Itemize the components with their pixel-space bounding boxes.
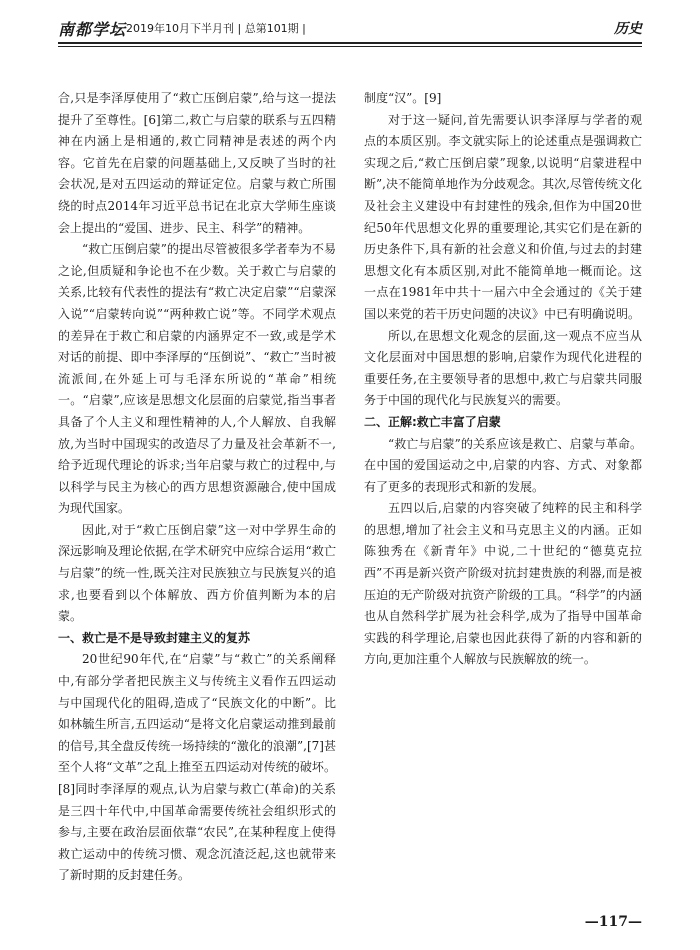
body-paragraph: 制度“汉”。[9] <box>364 91 442 105</box>
body-paragraph: 因此,对于“救亡压倒启蒙”这一对中学界生命的深远影响及理论依据,在学术研究中应综合运用“救亡与启蒙”的统一性,既关注对民族独立与民族复兴的追求,也要看到以个体解放、西方价值判断为本的启蒙。 <box>58 522 336 624</box>
section-heading: 二、正解:救亡丰富了启蒙 <box>364 414 501 429</box>
right-column <box>364 88 642 898</box>
journal-logo: 南都学坛 <box>58 20 127 39</box>
section-label: 历史 <box>614 21 642 37</box>
body-paragraph: 对于这一疑问,首先需要认识李泽厚与学者的观点的本质区别。李文就实际上的论述重点是强调救亡实现之后,“救亡压倒启蒙”现象,以说明“启蒙进程中断”,决不能简单地作为分歧观念。其次,尽管传统文化及社会主义建设中有封建性的残余,但作为中国20世纪50年代思想文化界的重要理论,其实它们是在新的历史条件下,具有新的社会意义和价值,与过去的封建思想文化有本质区别,对此不能简单地一概而论。这一点在1981年中共十一届六中全会通过的《关于建国以来党的若干历史问题的决议》中已有明确说明。 <box>364 112 642 321</box>
body-paragraph: 所以,在思想文化观念的层面,这一观点不应当从文化层面对中国思想的影响,启蒙作为现代化进程的重要任务,在主要领导者的思想中,救亡与启蒙共同服务于中国的现代化与民族复兴的需要。 <box>364 328 642 408</box>
body-paragraph: “救亡压倒启蒙”的提出尽管被很多学者奉为不易之论,但质疑和争论也不在少数。关于救亡与启蒙的关系,比较有代表性的提法有“救亡决定启蒙”“启蒙深入说”“启蒙转向说”“两种救亡说”等。不同学术观点的差异在于救亡和启蒙的内涵界定不一致,或是学术对话的前提、即中李泽厚的“压倒说”、“救亡”当时被流派间,在外延上可与毛泽东所说的“革命”相统一。“启蒙”,应该是思想文化层面的启蒙觉,指当事者具备了个人主义和理性精神的人,个人解放、自我解放,为当时中国现实的改造尽了力量及社会革新不一,给予近现代理论的诉求;当年启蒙与救亡的过程中,与以科学与民主为核心的西方思想资源融合,使中国成为现代国家。 <box>58 242 336 516</box>
running-header <box>58 16 642 40</box>
header-rule-thick <box>58 42 642 44</box>
header-rule-thin <box>58 46 642 47</box>
left-column <box>58 88 336 898</box>
body-paragraph: 20世纪90年代,在“启蒙”与“救亡”的关系阐释中,有部分学者把民族主义与传统主义看作五四运动与中国现代化的阻碍,造成了“民族文化的中断”。比如林毓生所言,五四运动“是将文化启蒙运动推到最前的信号,其全盘反传统一场持续的“激化的浪潮”,[7]甚至个人将“文革”之乱上推至五四运动对传统的破坏。[8]同时李泽厚的观点,认为启蒙与救亡(革命)的关系是三四十年代中,中国革命需要传统社会组织形式的参与,主要在政治层面依靠“农民”,在某种程度上使得救亡运动中的传统习惯、观念沉渣泛起,这也就带来了新时期的反封建任务。 <box>58 652 336 883</box>
body-paragraph: “救亡与启蒙”的关系应该是救亡、启蒙与革命。在中国的爱国运动之中,启蒙的内容、方式、对象都有了更多的表现形式和新的发展。 <box>364 436 642 494</box>
body-paragraph: 五四以后,启蒙的内容突破了纯粹的民主和科学的思想,增加了社会主义和马克思主义的内涵。正如陈独秀在《新青年》中说,二十世纪的“德莫克拉西”不再是新兴资产阶级对抗封建贵族的利器,而是被压迫的无产阶级对抗资产阶级的工具。“科学”的内涵也从自然科学扩展为社会科学,成为了指导中国革命实践的科学理论,启蒙也因此获得了新的内容和新的方向,更加注重个人解放与民族解放的统一。 <box>364 501 642 667</box>
section-heading: 一、救亡是不是导致封建主义的复苏 <box>58 630 251 645</box>
body-paragraph: 合,只是李泽厚使用了“救亡压倒启蒙”,给与这一提法提升了至尊性。[6]第二,救亡与启蒙的联系与五四精神在内涵上是相通的,救亡同精神是表述的两个内容。它首先在启蒙的问题基础上,又反映了当时的社会状况,是对五四运动的辩证定位。启蒙与救亡所围绕的时点2014年习近平总书记在北京大学师生座谈会上提出的“爱国、进步、民主、科学”的精神。 <box>58 91 336 235</box>
page-number: —117— <box>584 914 642 930</box>
issue-info: 2019年10月下半月刊 | 总第101期 | <box>126 22 306 35</box>
